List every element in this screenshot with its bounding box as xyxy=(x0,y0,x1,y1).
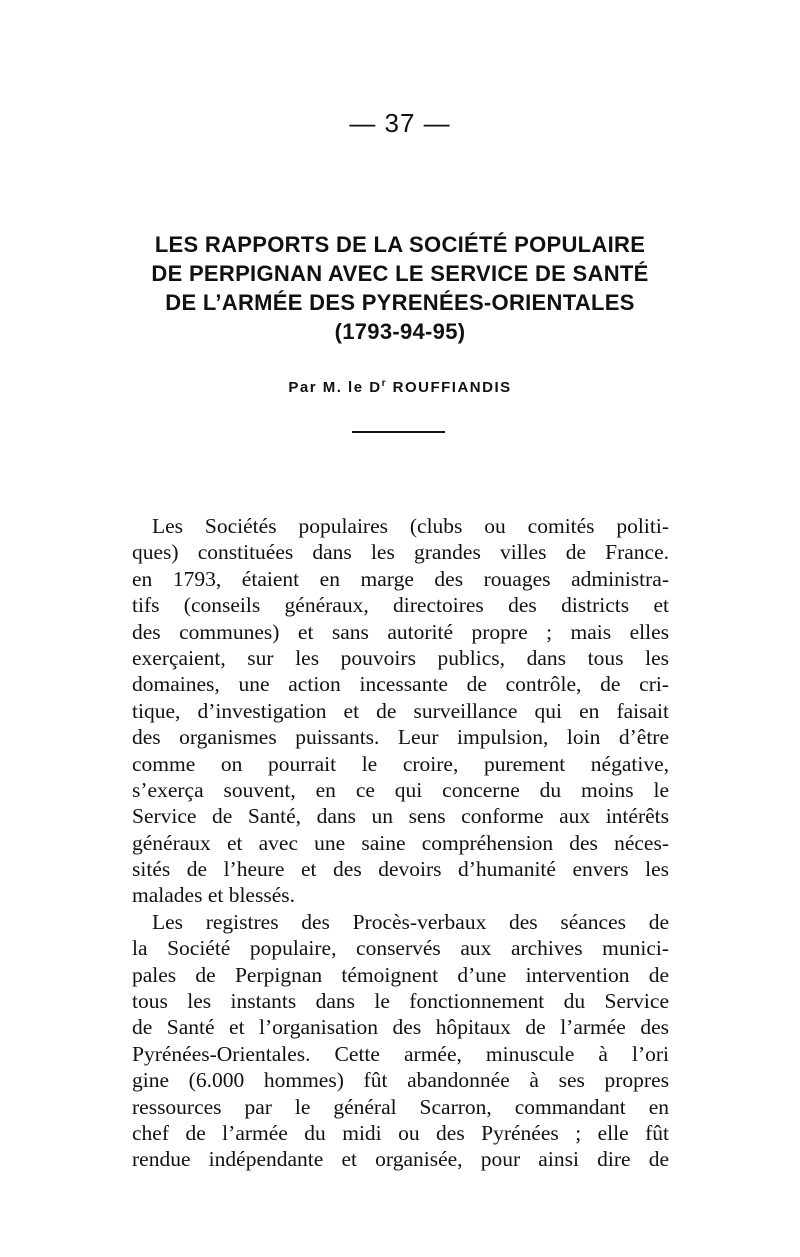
text-line: tous les instants dans le fonctionnement du Service xyxy=(132,989,669,1014)
text-line: Les registres des Procès-verbaux des séances de xyxy=(152,909,669,934)
text-line: des communes) et sans autorité propre ; mais elles xyxy=(132,619,669,644)
article-title xyxy=(120,230,680,346)
text-line: domaines, une action incessante de contrôle, de cri- xyxy=(132,672,669,697)
text-line: en 1793, étaient en marge des rouages administra- xyxy=(132,566,669,591)
text-line: chef de l’armée du midi ou des Pyrénées ; elle fût xyxy=(132,1120,669,1145)
text-line: exerçaient, sur les pouvoirs publics, dans tous les xyxy=(132,645,669,670)
author-prefix: Par M. le D xyxy=(288,379,382,396)
text-line: des organismes puissants. Leur impulsion, loin d’être xyxy=(132,725,669,750)
text-line: tifs (conseils généraux, directoires des districts et xyxy=(132,593,669,618)
text-line: ressources par le général Scarron, commandant en xyxy=(132,1094,669,1119)
paragraph-1 xyxy=(132,513,669,909)
title-line: LES RAPPORTS DE LA SOCIÉTÉ POPULAIRE xyxy=(154,232,646,257)
text-line: sités de l’heure et des devoirs d’humanité envers les xyxy=(132,857,669,882)
text-line: ques) constituées dans les grandes villes de France. xyxy=(132,540,669,565)
text-line: pales de Perpignan témoignent d’une intervention de xyxy=(132,962,669,987)
text-line: Pyrénées-Orientales. Cette armée, minuscule à l’ori xyxy=(132,1041,669,1066)
title-line: (1793-94-95) xyxy=(334,319,466,344)
text-line: s’exerça souvent, en ce qui concerne du moins le xyxy=(132,777,669,802)
title-line: DE PERPIGNAN AVEC LE SERVICE DE SANTÉ xyxy=(151,261,649,286)
text-line: rendue indépendante et organisée, pour ainsi dire de xyxy=(132,1147,669,1172)
text-line: Service de Santé, dans un sens conforme aux intérêts xyxy=(132,804,669,829)
text-line: tique, d’investigation et de surveillance qui en faisait xyxy=(132,698,669,723)
author-byline xyxy=(0,378,800,396)
text-line: généraux et avec une saine compréhension des néces- xyxy=(132,830,669,855)
text-line: de Santé et l’organisation des hôpitaux de l’armée des xyxy=(132,1015,669,1040)
page-number: — 37 — xyxy=(349,108,451,138)
text-line: Les Sociétés populaires (clubs ou comités politi- xyxy=(152,514,669,538)
text-line: comme on pourrait le croire, purement négative, xyxy=(132,751,669,776)
text-line: la Société populaire, conservés aux archives munici- xyxy=(132,936,669,961)
body-text xyxy=(132,513,669,1173)
text-line: malades et blessés. xyxy=(132,883,295,908)
title-line: DE L’ARMÉE DES PYRENÉES-ORIENTALES xyxy=(165,290,635,315)
author-name: ROUFFIANDIS xyxy=(392,379,512,396)
paragraph-2 xyxy=(132,909,669,1173)
separator-rule xyxy=(352,431,445,433)
text-line: gine (6.000 hommes) fût abandonnée à ses propres xyxy=(132,1068,669,1093)
author-title-superscript: r xyxy=(381,378,387,389)
